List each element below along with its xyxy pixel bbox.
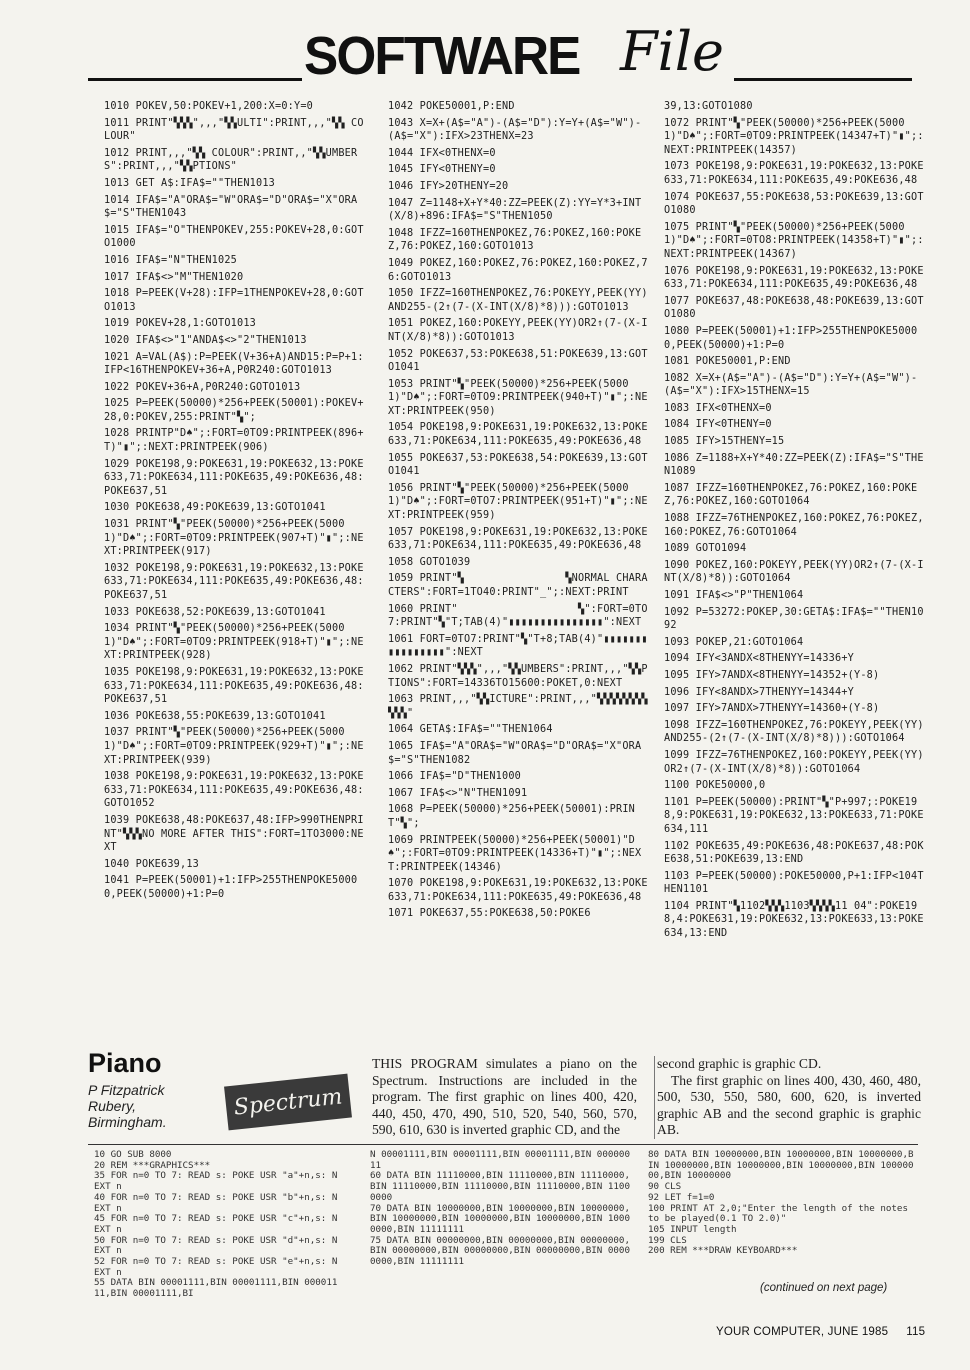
listing-line: 1097 IFY>7ANDX>7THENYY=14360+(Y-8): [664, 703, 880, 715]
listing-line: 35 FOR n=0 TO 7: READ s: POKE USR "a"+n,s: NEXT n: [94, 1170, 338, 1193]
listing-line: 1083 IFX<0THENX=0: [664, 402, 772, 414]
listing-line: 45 FOR n=0 TO 7: READ s: POKE USR "c"+n,s: NEXT n: [94, 1213, 338, 1235]
listing-line: 60 DATA BIN 11110000,BIN 11110000,BIN 11110000,BIN 11110000,BIN 11110000,BIN 11110000,BIN 11000000: [370, 1170, 630, 1203]
listing-line: 50 FOR n=0 TO 7: READ s: POKE USR "d"+n,s: NEXT n: [94, 1234, 338, 1257]
listing-line: 55 DATA BIN 00001111,BIN 00001111,BIN 00001111,BIN 00001111,BI: [94, 1277, 338, 1300]
listing-line: 1073 POKE198,9:POKE631,19:POKE632,13:POKE633,71:POKE634,111:POKE635,49:POKE636,48: [664, 161, 924, 186]
listing-line: 1020 IFA$<>"1"ANDA$<>"2"THEN1013: [104, 334, 307, 346]
listing-line: 1042 POKE50001,P:END: [388, 101, 515, 112]
listing-line: 1010 POKEV,50:POKEV+1,200:X=0:Y=0: [104, 101, 314, 112]
listing-line: 1102 POKE635,49:POKE636,48:POKE637,48:POKE638,51:POKE639,13:END: [664, 840, 924, 866]
listing-line: 1065 IFA$="A"ORA$="W"ORA$="D"ORA$="X"ORA$="S"THEN1082: [388, 740, 642, 766]
listing-line: 1025 P=PEEK(50000)*256+PEEK(50001):POKEV+28,0:POKEV,255:PRINT"▚";: [104, 398, 364, 423]
listing-line: 1094 IFY<3ANDX<8THENYY=14336+Y: [664, 653, 855, 665]
listing-line: 105 INPUT length: [648, 1223, 737, 1235]
listing-line: 1091 IFA$<>"P"THEN1064: [664, 590, 804, 601]
masthead-rule-left: [88, 78, 302, 81]
listing-line: 1071 POKE637,55:POKE638,50:POKE6: [388, 908, 591, 920]
listing-line: 1016 IFA$="N"THEN1025: [104, 254, 238, 266]
listing-line: 90 CLS: [648, 1181, 682, 1193]
listing-line: 100 PRINT AT 2,0;"Enter the length of the notes to be played(0.1 TO 2.0)": [648, 1202, 914, 1225]
listing-line: 1086 Z=1188+X+Y*40:ZZ=PEEK(Z):IFA$="S"THEN1089: [664, 452, 924, 478]
masthead-rule-right: [734, 78, 912, 81]
listing-line: 92 LET f=1=0: [648, 1191, 715, 1203]
section-title-script: File: [620, 20, 724, 83]
listing-line: 1081 POKE50001,P:END: [664, 356, 791, 368]
listing-line: 1051 POKEZ,160:POKEYY,PEEK(YY)OR2↑(7-(X-INT(X/8)*8)):GOTO1013: [388, 318, 648, 343]
listing-line: 1067 IFA$<>"N"THEN1091: [388, 787, 528, 799]
listing-line: 1044 IFX<0THENX=0: [388, 147, 496, 159]
article-text-column-1: [372, 1056, 637, 1139]
listing-line: 1061 FORT=0TO7:PRINT"▚"T+8;TAB(4)"▮▮▮▮▮▮▮▮▮▮▮▮▮▮▮▮":NEXT: [388, 633, 648, 659]
page-footer: [716, 1326, 925, 1338]
listing-line: 40 FOR n=0 TO 7: READ s: POKE USR "b"+n,s: NEXT n: [94, 1191, 338, 1214]
listing-line: 1013 GET A$:IFA$=""THEN1013: [104, 177, 276, 189]
byline-town: Rubery,: [88, 1098, 136, 1114]
listing-line: 1041 P=PEEK(50001)+1:IFP>255THENPOKE50000,PEEK(50000)+1:P=0: [104, 875, 358, 900]
section-divider: [88, 1144, 918, 1145]
listing-line: 1104 PRINT"▚1102▚▚▚1103▚▚▚▚11 04":POKE198,4:POKE631,19:POKE632,13:POKE633,13:POKE634,13:END: [664, 900, 924, 940]
listing-line: 1053 PRINT"▚"PEEK(50000)*256+PEEK(50001)"D♠";:FORT=0TO9:PRINTPEEK(940+T)"▮";:NEXT:PRINTPEEK(950): [388, 378, 648, 417]
listing-line: 1028 PRINTP"D♠";:FORT=0TO9:PRINTPEEK(896+T)"▮";:NEXT:PRINTPEEK(906): [104, 428, 364, 454]
listing-line: 1103 P=PEEK(50000):POKE50000,P+1:IFP<104THEN1101: [664, 870, 924, 896]
listing-line: 1066 IFA$="D"THEN1000: [388, 771, 522, 783]
byline-city: Birmingham.: [88, 1114, 167, 1130]
listing-line: 1100 POKE50000,0: [664, 780, 766, 792]
listing-line: 1069 PRINTPEEK(50000)*256+PEEK(50001)"D♠";:FORT=0TO9:PRINTPEEK(14336+T)"▮";:NEXT:PRINTPEEK(14346): [388, 834, 642, 873]
listing-line: 199 CLS: [648, 1234, 687, 1246]
listing-line: 10 GO SUB 8000: [94, 1150, 172, 1160]
listing-line: 1085 IFY>15THENY=15: [664, 436, 785, 448]
listing-column-3: [664, 100, 924, 1060]
listing-line: 1055 POKE637,53:POKE638,54:POKE639,13:GOTO1041: [388, 452, 648, 478]
listing-line: 1022 POKEV+36+A,P0R240:GOTO1013: [104, 381, 301, 393]
listing-line: 1098 IFZZ=160THENPOKEZ,76:POKEYY,PEEK(YY)AND255-(2↑(7-(X-INT(X/8)*8))):GOTO1064: [664, 719, 924, 745]
listing-line: 1090 POKEZ,160:POKEYY,PEEK(YY)OR2↑(7-(X-INT(X/8)*8)):GOTO1064: [664, 559, 924, 585]
listing-line: 1064 GETA$:IFA$=""THEN1064: [388, 724, 553, 736]
article-text-column-2: [654, 1056, 921, 1139]
listing-line: 1058 GOTO1039: [388, 556, 471, 568]
listing-column-2: [388, 100, 648, 1060]
listing-line: 20 REM ***GRAPHICS***: [94, 1159, 211, 1171]
listing-line: 1050 IFZZ=160THENPOKEZ,76:POKEYY,PEEK(YY)AND255-(2↑(7-(X-INT(X/8)*8))):GOTO1013: [388, 288, 648, 313]
byline-author: P Fitzpatrick: [88, 1082, 165, 1098]
listing-line: 1088 IFZZ=76THENPOKEZ,160:POKEZ,76:POKEZ,160:POKEZ,76:GOTO1064: [664, 513, 924, 538]
masthead: [0, 22, 970, 92]
article-byline: [88, 1082, 167, 1130]
listing-line: 1035 POKE198,9:POKE631,19:POKE632,13:POKE633,71:POKE634,111:POKE635,49:POKE636,48:POKE637,51: [104, 666, 364, 706]
listing-line: 1039 POKE638,48:POKE637,48:IFP>990THENPRINT"▚▚▚NO MORE AFTER THIS":FORT=1TO3000:NEXT: [104, 814, 364, 854]
listing-line: 1048 IFZZ=160THENPOKEZ,76:POKEZ,160:POKEZ,76:POKEZ,160:GOTO1013: [388, 227, 642, 253]
spectrum-logo: [224, 1074, 352, 1131]
listing-line: 1017 IFA$<>"M"THEN1020: [104, 271, 244, 283]
listing-line: 1036 POKE638,55:POKE639,13:GOTO1041: [104, 710, 326, 722]
listing-line: 1012 PRINT,,,"▚▚ COLOUR":PRINT,,"▚▚UMBERS":PRINT,,,"▚▚PTIONS": [104, 147, 358, 173]
listing-line: 1101 P=PEEK(50000):PRINT"▚"P+997;:POKE198,9:POKE631,19:POKE632,13:POKE633,71:POKE634,111: [664, 796, 924, 835]
listing-line: 1052 POKE637,53:POKE638,51:POKE639,13:GOTO1041: [388, 348, 648, 374]
piano-listing-column-3: [648, 1150, 918, 1300]
listing-line: 1033 POKE638,52:POKE639,13:GOTO1041: [104, 606, 326, 618]
listing-line: 1076 POKE198,9:POKE631,19:POKE632,13:POKE633,71:POKE634,111:POKE635,49:POKE636,48: [664, 265, 924, 291]
listing-line: 1062 PRINT"▚▚▚",,,"▚▚UMBERS":PRINT,,,"▚▚PTIONS":FORT=14336TO15600:POKET,0:NEXT: [388, 663, 648, 689]
listing-line: 1095 IFY>7ANDX<8THENYY=14352+(Y-8): [664, 669, 880, 681]
listing-line: 1021 A=VAL(A$):P=PEEK(V+36+A)AND15:P=P+1:IFP<16THENPOKEV+36+A,P0R240:GOTO1013: [104, 351, 364, 377]
article-paragraph: THIS PROGRAM simulates a piano on the Spectrum. Instructions are included in the program. The first graphic on lines 400, 420, 440, 450, 470, 490, 510, 520, 540, 560, 570, 590, 610, 630 is inverted graphic CD, and the: [372, 1056, 637, 1138]
listing-line: 1092 P=53272:POKEP,30:GETA$:IFA$=""THEN1092: [664, 606, 924, 632]
listing-line: 1014 IFA$="A"ORA$="W"ORA$="D"ORA$="X"ORA$="S"THEN1043: [104, 194, 358, 220]
listing-line: 1037 PRINT"▚"PEEK(50000)*256+PEEK(50001)"D♠";:FORT=0TO9:PRINTPEEK(929+T)"▮";:NEXT:PRINTPEEK(939): [104, 727, 364, 766]
listing-line: 1015 IFA$="O"THENPOKEV,255:POKEV+28,0:GOTO1000: [104, 224, 364, 250]
listing-line: 1034 PRINT"▚"PEEK(50000)*256+PEEK(50001)"D♠";:FORT=0TO9:PRINTPEEK(918+T)"▮";:NEXT:PRINTPEEK(928): [104, 623, 364, 662]
listing-line: 1040 POKE639,13: [104, 858, 200, 870]
listing-line: 1099 IFZZ=76THENPOKEZ,160:POKEYY,PEEK(YY)OR2↑(7-(X-INT(X/8)*8)):GOTO1064: [664, 749, 924, 775]
listing-line: 1082 X=X+(A$="A")-(A$="D"):Y=Y+(A$="W")-(A$="X"):IFX>15THENX=15: [664, 372, 918, 398]
listing-line: 1087 IFZZ=160THENPOKEZ,76:POKEZ,160:POKEZ,76:POKEZ,160:GOTO1064: [664, 482, 918, 508]
listing-line: 70 DATA BIN 10000000,BIN 10000000,BIN 10000000,BIN 10000000,BIN 10000000,BIN 10000000,BIN 10000000,BIN 11111111: [370, 1202, 630, 1235]
listing-line: 39,13:GOTO1080: [664, 101, 753, 112]
listing-line: 52 FOR n=0 TO 7: READ s: POKE USR "e"+n,s: NEXT n: [94, 1256, 338, 1278]
listing-line: 75 DATA BIN 00000000,BIN 00000000,BIN 00000000,BIN 00000000,BIN 00000000,BIN 00000000,BIN 00000000,BIN 11111111: [370, 1234, 630, 1268]
listing-line: 1019 POKEV+28,1:GOTO1013: [104, 318, 257, 330]
article-paragraph: The first graphic on lines 400, 430, 460, 480, 500, 530, 550, 580, 600, 620, is inverted graphic AB and the second graphic is graphic AB.: [657, 1072, 921, 1138]
page-number: 115: [906, 1326, 926, 1338]
listing-line: 1072 PRINT"▚"PEEK(50000)*256+PEEK(50001)"D♠";:FORT=0TO9:PRINTPEEK(14347+T)"▮";:NEXT:PRINTPEEK(14357): [664, 117, 924, 156]
article-paragraph: second graphic is graphic CD.: [657, 1056, 822, 1071]
piano-listing-column-1: [94, 1150, 342, 1300]
listing-line: 1011 PRINT"▚▚▚",,,"▚▚ULTI":PRINT,,,"▚▚ COLOUR": [104, 117, 364, 143]
listing-line: 1057 POKE198,9:POKE631,19:POKE632,13:POKE633,71:POKE634,111:POKE635,49:POKE636,48: [388, 526, 648, 552]
listing-line: 1049 POKEZ,160:POKEZ,76:POKEZ,160:POKEZ,76:GOTO1013: [388, 257, 648, 283]
piano-listing-column-2: [370, 1150, 632, 1300]
listing-line: 1075 PRINT"▚"PEEK(50000)*256+PEEK(50001)"D♠";:FORT=0TO8:PRINTPEEK(14358+T)"▮";:NEXT:PRINTPEEK(14367): [664, 221, 924, 260]
continued-note: (continued on next page): [760, 1282, 888, 1294]
listing-line: 1043 X=X+(A$="A")-(A$="D"):Y=Y+(A$="W")-(A$="X"):IFX>23THENX=23: [388, 117, 642, 143]
spectrum-logo-text: Spectrum: [232, 1083, 344, 1121]
listing-line: 1045 IFY<0THENY=0: [388, 164, 496, 176]
listing-line: 1080 P=PEEK(50001)+1:IFP>255THENPOKE50000,PEEK(50000)+1:P=0: [664, 325, 918, 351]
magazine-issue: YOUR COMPUTER, JUNE 1985: [716, 1326, 889, 1338]
listing-line: 1070 POKE198,9:POKE631,19:POKE632,13:POKE633,71:POKE634,111:POKE635,49:POKE636,48: [388, 878, 648, 903]
article-title: Piano: [88, 1048, 162, 1078]
listing-line: 1056 PRINT"▚"PEEK(50000)*256+PEEK(50001)"D♠";:FORT=0TO7:PRINTPEEK(951+T)"▮";:NEXT:PRINTPEEK(959): [388, 482, 648, 522]
listing-line: 1054 POKE198,9:POKE631,19:POKE632,13:POKE633,71:POKE634,111:POKE635,49:POKE636,48: [388, 422, 648, 448]
listing-line: 1046 IFY>20THENY=20: [388, 180, 509, 192]
listing-line: 200 REM ***DRAW KEYBOARD***: [648, 1245, 798, 1257]
listing-line: 1060 PRINT" ▚":FORT=0TO7:PRINT"▚"T;TAB(4)"▮▮▮▮▮▮▮▮▮▮▮▮▮▮▮":NEXT: [388, 603, 648, 629]
listing-line: 80 DATA BIN 10000000,BIN 10000000,BIN 10000000,BIN 10000000,BIN 10000000,BIN 10000000,BIN 10000000,BIN 10000000: [648, 1150, 914, 1182]
listing-line: 1089 GOTO1094: [664, 543, 747, 555]
listing-line: 1029 POKE198,9:POKE631,19:POKE632,13:POKE633,71:POKE634,111:POKE635,49:POKE636,48:POKE637,51: [104, 458, 364, 497]
listing-line: 1038 POKE198,9:POKE631,19:POKE632,13:POKE633,71:POKE634,111:POKE635,49:POKE636,48:GOTO1052: [104, 771, 364, 810]
listing-line: 1032 POKE198,9:POKE631,19:POKE632,13:POKE633,71:POKE634,111:POKE635,49:POKE636,48:POKE637,51: [104, 562, 364, 601]
listing-line: 1063 PRINT,,,"▚▚ICTURE":PRINT,,,"▚▚▚▚▚▚▚▚▚▚▚": [388, 694, 648, 719]
listing-line: 1018 P=PEEK(V+28):IFP=1THENPOKEV+28,0:GOTO1013: [104, 288, 364, 313]
listing-line: N 00001111,BIN 00001111,BIN 00001111,BIN 00000011: [370, 1150, 630, 1171]
listing-line: 1068 P=PEEK(50000)*256+PEEK(50001):PRINT"▚";: [388, 804, 636, 829]
listing-line: 1093 POKEP,21:GOTO1064: [664, 636, 804, 648]
listing-line: 1096 IFY<8ANDX>7THENYY=14344+Y: [664, 686, 855, 698]
listing-line: 1030 POKE638,49:POKE639,13:GOTO1041: [104, 502, 326, 514]
listing-line: 1074 POKE637,55:POKE638,53:POKE639,13:GOTO1080: [664, 191, 924, 217]
listing-line: 1059 PRINT"▚ ▚NORMAL CHARACTERS":FORT=1TO40:PRINT"_";:NEXT:PRINT: [388, 573, 648, 598]
listing-line: 1047 Z=1148+X+Y*40:ZZ=PEEK(Z):YY=Y*3+INT(X/8)+896:IFA$="S"THEN1050: [388, 197, 642, 223]
listing-line: 1077 POKE637,48:POKE638,48:POKE639,13:GOTO1080: [664, 295, 924, 321]
listing-column-1: [104, 100, 364, 1060]
section-title: SOFTWARE: [304, 26, 580, 86]
listing-line: 1031 PRINT"▚"PEEK(50000)*256+PEEK(50001)"D♠";:FORT=0TO9:PRINTPEEK(907+T)"▮";:NEXT:PRINTPEEK(917): [104, 519, 364, 558]
listing-line: 1084 IFY<0THENY=0: [664, 419, 772, 431]
